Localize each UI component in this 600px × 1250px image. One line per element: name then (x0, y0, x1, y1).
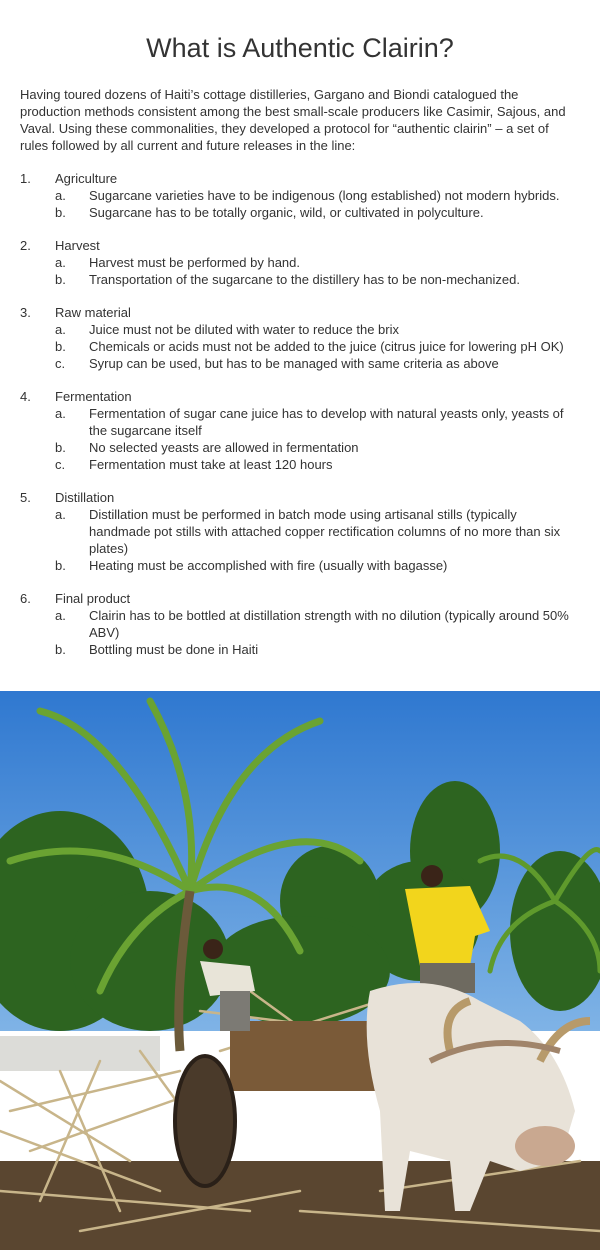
rule-section (20, 388, 580, 473)
rule-item (20, 254, 580, 271)
item-text: Transportation of the sugarcane to the distillery has to be non-mechanized. (89, 272, 520, 287)
section-title: Raw material (55, 305, 131, 320)
section-number: 5. (20, 490, 31, 505)
rule-item (20, 557, 580, 574)
rule-item (20, 456, 580, 473)
rules-list (20, 170, 580, 658)
item-letter: b. (55, 558, 66, 573)
item-letter: a. (55, 507, 66, 522)
rule-item (20, 607, 580, 641)
section-number: 6. (20, 591, 31, 606)
item-letter: b. (55, 440, 66, 455)
section-title: Agriculture (55, 171, 118, 186)
item-text: No selected yeasts are allowed in fermentation (89, 440, 359, 455)
rule-section (20, 590, 580, 658)
rule-section (20, 237, 580, 288)
section-number: 4. (20, 389, 31, 404)
page-title: What is Authentic Clairin? (146, 33, 454, 63)
rule-item (20, 321, 580, 338)
intro-paragraph: Having toured dozens of Haiti’s cottage distilleries, Gargano and Biondi catalogued the production methods consistent among the best small-scale producers like Casimir, Sajous, and Vaval. Using these commonalities, they developed a protocol for “authentic clairin” – a set of rules followed by all current and future releases in the line: (20, 87, 566, 153)
item-letter: a. (55, 188, 66, 203)
rule-item (20, 338, 580, 355)
item-text: Sugarcane has to be totally organic, wild, or cultivated in polyculture. (89, 205, 484, 220)
item-letter: a. (55, 322, 66, 337)
item-letter: b. (55, 205, 66, 220)
item-letter: a. (55, 406, 66, 421)
item-text: Syrup can be used, but has to be managed with same criteria as above (89, 356, 499, 371)
section-number: 3. (20, 305, 31, 320)
item-text: Juice must not be diluted with water to reduce the brix (89, 322, 399, 337)
rule-item (20, 204, 580, 221)
rule-item (20, 641, 580, 658)
rule-item (20, 439, 580, 456)
item-text: Fermentation must take at least 120 hours (89, 457, 333, 472)
item-letter: b. (55, 642, 66, 657)
item-letter: b. (55, 339, 66, 354)
section-title: Fermentation (55, 389, 132, 404)
item-text: Chemicals or acids must not be added to the juice (citrus juice for lowering pH OK) (89, 339, 564, 354)
item-text: Heating must be accomplished with fire (usually with bagasse) (89, 558, 448, 573)
wall (0, 1036, 160, 1071)
item-letter: b. (55, 272, 66, 287)
item-text: Sugarcane varieties have to be indigenous (long established) not modern hybrids. (89, 188, 560, 203)
section-title: Distillation (55, 490, 115, 505)
rule-section (20, 489, 580, 574)
item-letter: a. (55, 608, 66, 623)
item-text: Clairin has to be bottled at distillation strength with no dilution (typically around 50% ABV) (89, 608, 569, 640)
rule-section (20, 170, 580, 221)
section-title: Harvest (55, 238, 100, 253)
item-letter: c. (55, 457, 66, 472)
rule-section (20, 304, 580, 372)
item-letter: c. (55, 356, 66, 371)
item-letter: a. (55, 255, 66, 270)
item-text: Bottling must be done in Haiti (89, 642, 259, 657)
ground (0, 1161, 600, 1250)
section-number: 1. (20, 171, 31, 186)
sugarcane-harvest-photo (0, 691, 600, 1250)
section-title: Final product (55, 591, 131, 606)
item-text: Fermentation of sugar cane juice has to develop with natural yeasts only, yeasts of the sugarcane itself (89, 406, 564, 438)
ox-cart (230, 1021, 380, 1091)
item-text: Distillation must be performed in batch mode using artisanal stills (typically handmade pot stills with attached copper rectification columns of no more than six plates) (89, 507, 561, 556)
item-text: Harvest must be performed by hand. (89, 255, 300, 270)
rule-item (20, 271, 580, 288)
rule-item (20, 506, 580, 557)
section-number: 2. (20, 238, 31, 253)
rule-item (20, 187, 580, 204)
cart-wheel (175, 1056, 235, 1186)
rule-item (20, 355, 580, 372)
rule-item (20, 405, 580, 439)
